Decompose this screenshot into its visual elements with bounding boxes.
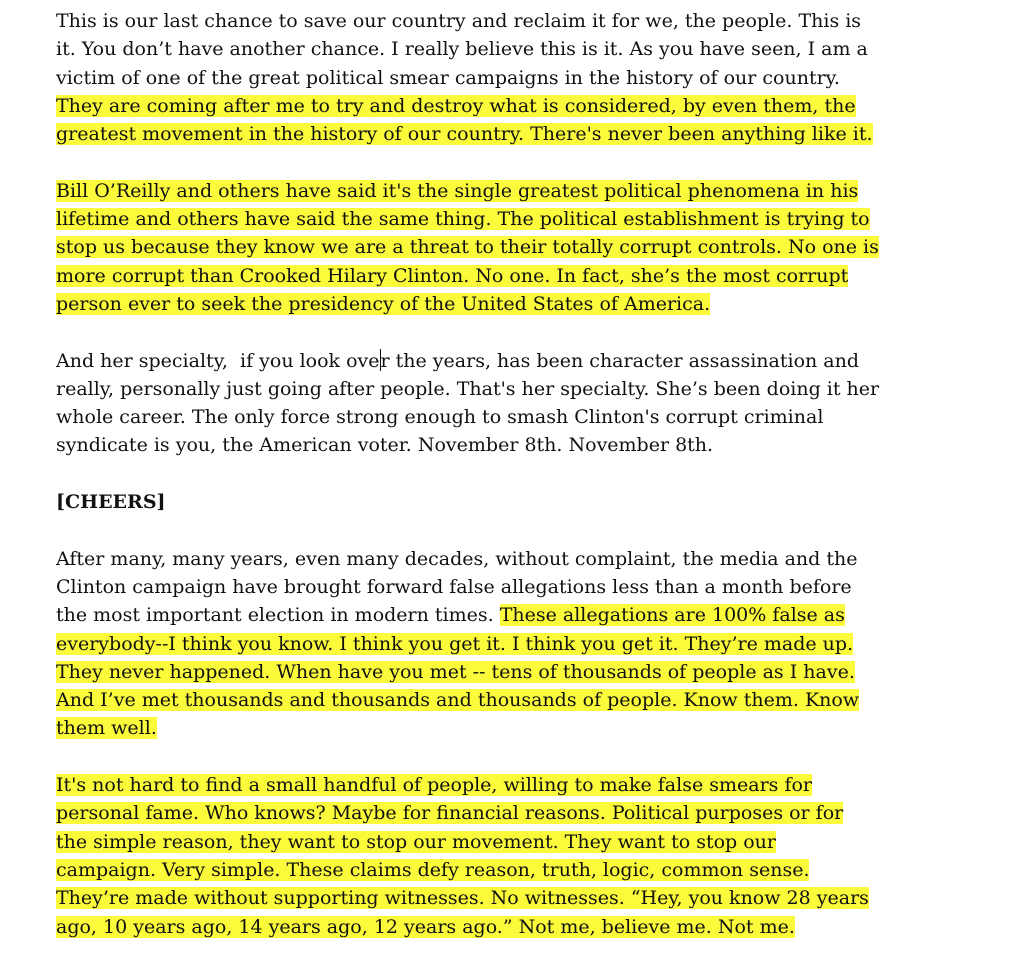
highlighted-text: They never happened. When have you met -- tens of thousands of people as I have.	[56, 660, 855, 683]
text-line[interactable]	[56, 64, 986, 92]
text-run: r the years, has been character assassination and	[380, 349, 860, 372]
stage-direction[interactable]	[56, 488, 986, 516]
text-line[interactable]	[56, 856, 986, 884]
text-line[interactable]	[56, 177, 986, 205]
text-line[interactable]	[56, 828, 986, 856]
text-line[interactable]	[56, 545, 986, 573]
text-run: really, personally just going after people. That's her specialty. She’s been doing it her	[56, 377, 880, 400]
text-line[interactable]	[56, 630, 986, 658]
text-run: it. You don’t have another chance. I really believe this is it. As you have seen, I am a	[56, 38, 868, 61]
paragraph-spacer	[56, 460, 986, 488]
text-run: Clinton campaign have brought forward false allegations less than a month before	[56, 575, 852, 598]
highlighted-text: them well.	[56, 717, 157, 740]
text-line[interactable]	[56, 375, 986, 403]
paragraph[interactable]	[56, 177, 986, 318]
text-line[interactable]	[56, 884, 986, 912]
highlighted-text: It's not hard to find a small handful of people, willing to make false smears for	[56, 774, 813, 797]
text-line[interactable]	[56, 35, 986, 63]
paragraph-spacer	[56, 516, 986, 544]
highlighted-text: Bill O’Reilly and others have said it's the single greatest political phenomena in his	[56, 179, 859, 202]
document-body[interactable]	[56, 7, 986, 941]
text-line[interactable]	[56, 205, 986, 233]
text-line[interactable]	[56, 686, 986, 714]
text-line[interactable]	[56, 573, 986, 601]
highlighted-text: more corrupt than Crooked Hilary Clinton. No one. In fact, she’s the most corrupt	[56, 264, 849, 287]
text-line[interactable]	[56, 262, 986, 290]
text-line[interactable]	[56, 290, 986, 318]
text-line[interactable]	[56, 488, 986, 516]
highlighted-text: These allegations are 100% false as	[499, 604, 845, 627]
paragraph[interactable]	[56, 7, 986, 148]
highlighted-text: campaign. Very simple. These claims defy reason, truth, logic, common sense.	[56, 858, 810, 881]
text-line[interactable]	[56, 714, 986, 742]
text-run: And her specialty, if you look ove	[56, 349, 380, 372]
highlighted-text: everybody--I think you know. I think you get it. I think you get it. They’re made up.	[56, 632, 854, 655]
text-line[interactable]	[56, 601, 986, 629]
text-run: This is our last chance to save our country and reclaim it for we, the people. This is	[56, 10, 862, 32]
highlighted-text: person ever to seek the presidency of the United States of America.	[56, 292, 711, 315]
highlighted-text: They are coming after me to try and destroy what is considered, by even them, the	[56, 94, 856, 117]
highlighted-text: And I’ve met thousands and thousands and thousands of people. Know them. Know	[56, 689, 860, 712]
paragraph[interactable]	[56, 347, 986, 460]
text-line[interactable]	[56, 120, 986, 148]
text-run: [CHEERS]	[56, 491, 166, 514]
paragraph[interactable]	[56, 545, 986, 743]
text-line[interactable]	[56, 7, 986, 35]
paragraph-spacer	[56, 148, 986, 176]
text-line[interactable]	[56, 799, 986, 827]
text-line[interactable]	[56, 403, 986, 431]
text-line[interactable]	[56, 431, 986, 459]
text-line[interactable]	[56, 92, 986, 120]
text-line[interactable]	[56, 233, 986, 261]
text-run: the most important election in modern times.	[56, 604, 500, 627]
highlighted-text: personal fame. Who knows? Maybe for financial reasons. Political purposes or for	[56, 802, 844, 825]
paragraph-spacer	[56, 743, 986, 771]
paragraph-spacer	[56, 318, 986, 346]
text-line[interactable]	[56, 658, 986, 686]
paragraph[interactable]	[56, 771, 986, 941]
text-run: After many, many years, even many decades, without complaint, the media and the	[56, 547, 858, 570]
highlighted-text: the simple reason, they want to stop our movement. They want to stop our	[56, 830, 776, 853]
text-line[interactable]	[56, 913, 986, 941]
text-line[interactable]	[56, 771, 986, 799]
highlighted-text: stop us because they know we are a threat to their totally corrupt controls. No one is	[56, 236, 879, 259]
text-run: whole career. The only force strong enough to smash Clinton's corrupt criminal	[56, 406, 824, 429]
highlighted-text: They’re made without supporting witnesses. No witnesses. “Hey, you know 28 years	[56, 887, 869, 910]
text-run: syndicate is you, the American voter. November 8th. November 8th.	[56, 434, 714, 457]
highlighted-text: greatest movement in the history of our country. There's never been anything like it.	[56, 123, 873, 146]
highlighted-text: ago, 10 years ago, 14 years ago, 12 years ago.” Not me, believe me. Not me.	[56, 915, 795, 938]
highlighted-text: lifetime and others have said the same thing. The political establishment is trying to	[56, 208, 870, 231]
text-line[interactable]	[56, 347, 986, 375]
text-run: victim of one of the great political smear campaigns in the history of our country.	[56, 66, 840, 89]
